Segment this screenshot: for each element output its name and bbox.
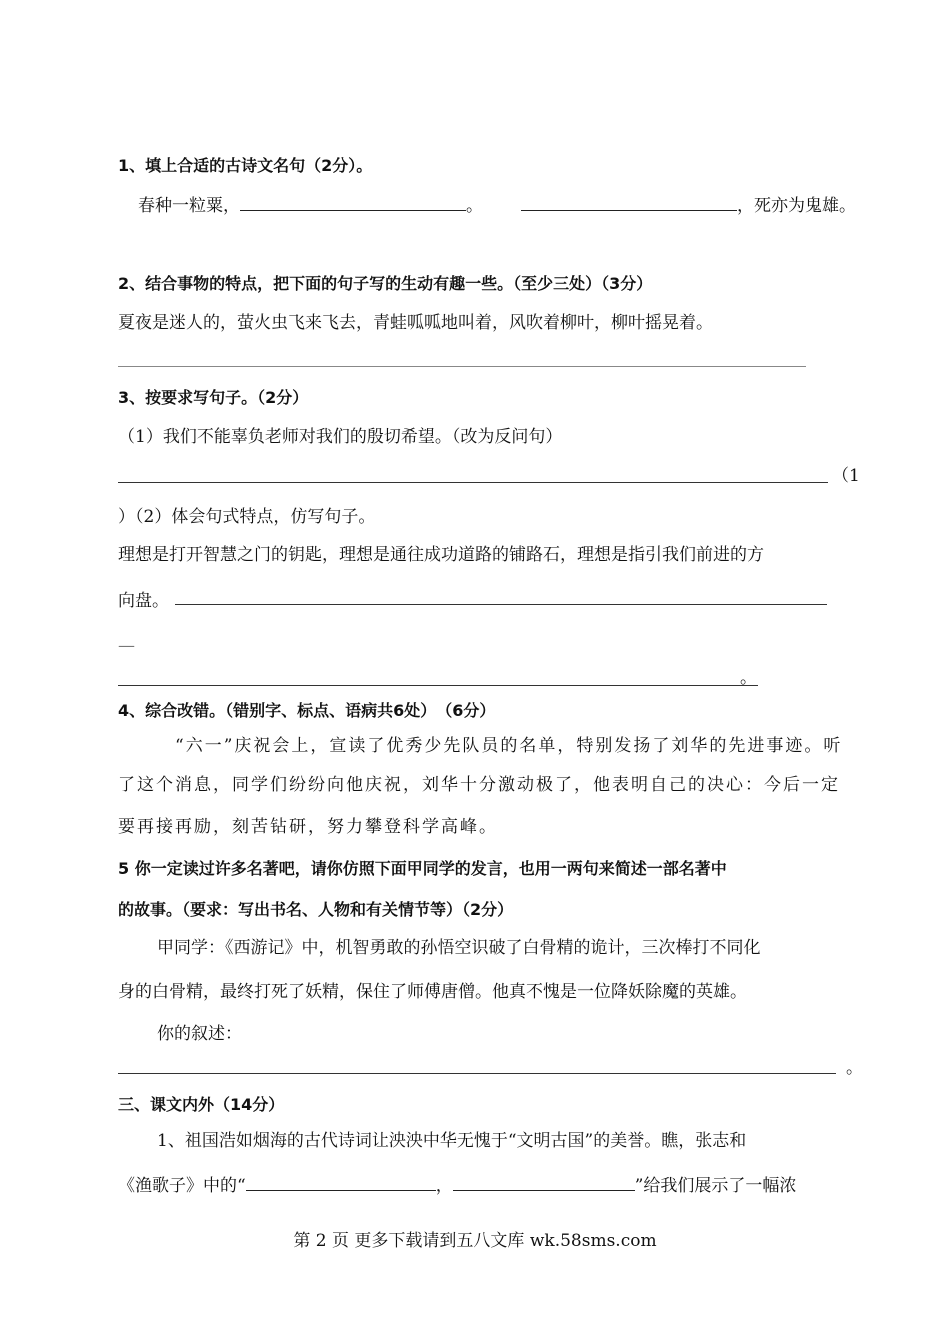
q5-title-2: 的故事。（要求：写出书名、人物和有关情节等）（2分） [118, 900, 514, 919]
q4-title: 4、综合改错。（错别字、标点、语病共6处） （6分） [118, 701, 496, 720]
page-footer: 第 2 页 更多下载请到五八文库 wk.58sms.com [293, 1231, 657, 1251]
q3-end: 。 [740, 668, 757, 688]
q1-blank-2[interactable] [521, 192, 737, 211]
q1-prefix: 春种一粒粟， [138, 196, 240, 216]
q4-para-2: 了这个消息，同学们纷纷向他庆祝，刘华十分激动极了，他表明自己的决心：今后一定 [118, 775, 840, 795]
q3-sub1: （1）我们不能辜负老师对我们的殷切希望。（改为反问句） [118, 427, 563, 447]
section3-para-1: 1、祖国浩如烟海的古代诗词让泱泱中华无愧于“文明古国”的美誉。瞧，张志和 [157, 1131, 747, 1151]
q5-para-1: 甲同学：《西游记》中，机智勇敢的孙悟空识破了白骨精的诡计，三次棒打不同化 [157, 938, 761, 958]
q4-para-1: “六一”庆祝会上，宣读了优秀少先队员的名单，特别发扬了刘华的先进事迹。听 [175, 736, 843, 756]
q3-tail1: （1 [832, 466, 860, 486]
q2-text: 夏夜是迷人的，萤火虫飞来飞去，青蛙呱呱地叫着，风吹着柳叶，柳叶摇晃着。 [118, 313, 713, 333]
q5-para-2: 身的白骨精，最终打死了妖精，保住了师傅唐僧。他真不愧是一位降妖除魔的英雄。 [118, 982, 747, 1002]
q2-answer-line[interactable] [118, 366, 806, 367]
q5-end: 。 [846, 1058, 863, 1078]
q3-answer-line-2[interactable] [175, 604, 827, 605]
q1-suffix: ，死亦为鬼雄。 [737, 196, 856, 216]
section3-suffix: ”给我们展示了一幅浓 [634, 1176, 797, 1196]
q3-sub2: ）（2）体会句式特点，仿写句子。 [118, 507, 376, 527]
q3-dash: — [118, 636, 135, 656]
q4-para-3: 要再接再励，刻苦钻研，努力攀登科学高峰。 [118, 817, 498, 837]
q5-para-3: 你的叙述： [157, 1024, 242, 1044]
q3-answer-line-3[interactable] [118, 685, 758, 686]
q5-answer-line[interactable] [118, 1073, 836, 1074]
q3-answer-line-1[interactable] [118, 482, 828, 483]
q3-example-1: 理想是打开智慧之门的钥匙，理想是通往成功道路的铺路石，理想是指引我们前进的方 [118, 545, 764, 565]
section3-comma: ， [435, 1176, 453, 1196]
section3-para-2 [118, 1172, 796, 1198]
q2-title: 2、结合事物的特点，把下面的句子写的生动有趣一些。（至少三处）（3分） [118, 274, 653, 293]
q1-period: 。 [466, 196, 483, 216]
q1-line [138, 192, 856, 218]
section3-blank-2[interactable] [453, 1172, 635, 1191]
q1-blank-1[interactable] [240, 192, 466, 211]
q5-title-1: 5 你一定读过许多名著吧，请你仿照下面甲同学的发言，也用一两句来简述一部名著中 [118, 859, 727, 878]
section3-blank-1[interactable] [246, 1172, 436, 1191]
q1-title: 1、填上合适的古诗文名句（2分）。 [118, 156, 373, 175]
section3-title: 三、课文内外（14分） [118, 1095, 285, 1114]
q3-example-2: 向盘。 [118, 591, 169, 611]
section3-prefix: 《渔歌子》中的“ [118, 1176, 246, 1196]
q3-title: 3、按要求写句子。（2分） [118, 388, 309, 407]
